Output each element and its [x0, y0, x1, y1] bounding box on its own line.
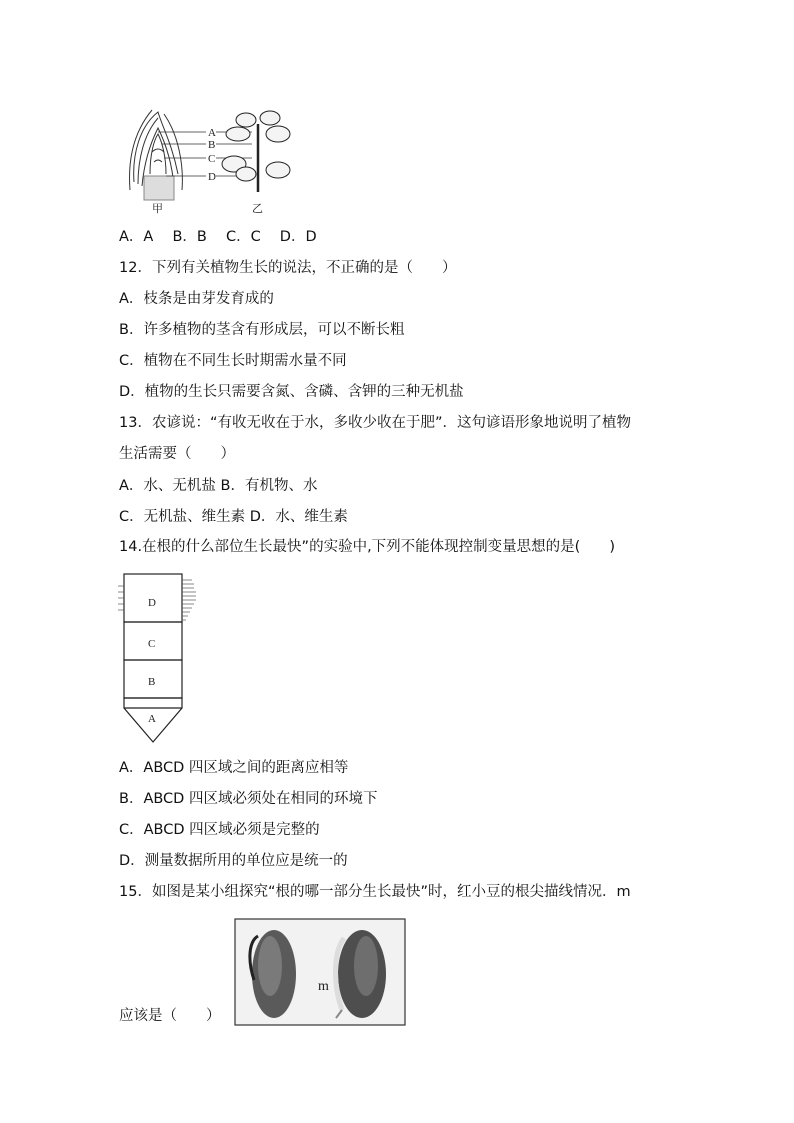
q12-stem: 12．下列有关植物生长的说法，不正确的是（ ） [119, 260, 457, 276]
zone-c-label: C [148, 638, 156, 650]
q12-option-a: A．枝条是由芽发育成的 [119, 291, 274, 307]
label-a: A [208, 127, 216, 139]
q12-option-c: C．植物在不同生长时期需水量不同 [119, 353, 347, 369]
q11-options: A．A B．B C．C D．D [119, 229, 317, 245]
q14-option-d: D．测量数据所用的单位应是统一的 [119, 853, 348, 869]
q12-option-d: D．植物的生长只需要含氮、含磷、含钾的三种无机盐 [119, 384, 464, 400]
q13-stem-line1: 13．农谚说：“有收无收在于水，多收少收在于肥”．这句谚语形象地说明了植物 [119, 415, 631, 431]
q14-option-b: B．ABCD 四区域必须处在相同的环境下 [119, 791, 378, 807]
label-b: B [208, 139, 216, 151]
q14-stem: 14.在根的什么部位生长最快”的实验中,下列不能体现控制变量思想的是( ) [119, 539, 615, 555]
q13-stem-line2: 生活需要（ ） [119, 446, 235, 462]
q14-option-a: A．ABCD 四区域之间的距离应相等 [119, 760, 349, 776]
label-d: D [208, 171, 216, 183]
q14-option-c: C．ABCD 四区域必须是完整的 [119, 822, 320, 838]
q13-options-line2: C．无机盐、维生素 D．水、维生素 [119, 509, 348, 525]
bud-and-branch-figure [122, 104, 292, 216]
q13-options-line1: A．水、无机盐 B．有机物、水 [119, 478, 318, 494]
zone-b-label: B [148, 676, 156, 688]
zone-a-label: A [148, 713, 156, 725]
bud-section-drawing [130, 110, 183, 200]
zone-d-label: D [148, 597, 156, 609]
q15-stem: 15．如图是某小组探究“根的哪一部分生长最快”时，红小豆的根尖描线情况．m [119, 884, 631, 900]
q12-option-b: B．许多植物的茎含有形成层，可以不断长粗 [119, 322, 405, 338]
caption-yi: 乙 [252, 203, 263, 215]
root-hairs [118, 580, 196, 620]
bean-root-photo [234, 918, 406, 1026]
q15-tail: 应该是（ ） [119, 1008, 221, 1024]
root-zones-figure [118, 568, 200, 746]
caption-jia: 甲 [152, 203, 163, 215]
m-label: m [318, 979, 329, 994]
branch-drawing [222, 111, 290, 192]
label-c: C [208, 153, 216, 165]
